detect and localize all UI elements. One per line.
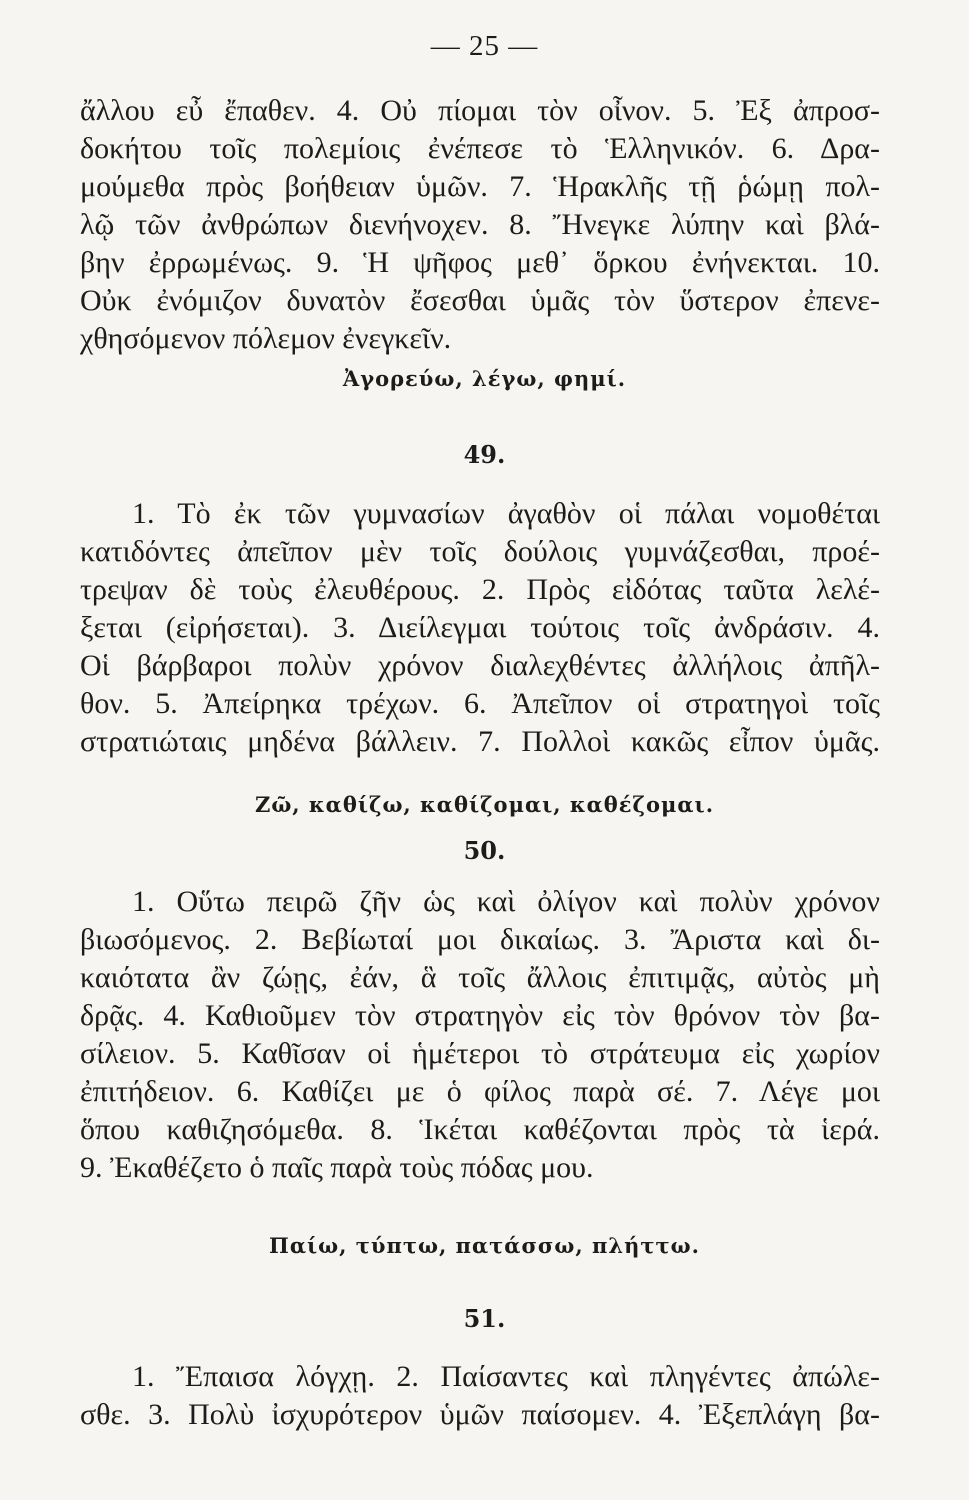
text-line: στρατιώταις μηδένα βάλλειν. 7. Πολλοὶ κακῶς εἶπον ὑμᾶς. [80, 725, 880, 758]
text-line: δοκήτου τοῖς πολεμίοις ἐνέπεσε τὸ Ἑλληνικόν. 6. Δρα- [80, 132, 880, 165]
text-line: 9. Ἐκαθέζετο ὁ παῖς παρὰ τοὺς πόδας μου. [80, 1151, 594, 1184]
text-line: βην ἐρρωμένως. 9. Ἡ ψῆφος μεθ᾽ ὅρκου ἐνήνεκται. 10. [80, 246, 880, 279]
section-heading: Ζῶ, καθίζω, καθίζομαι, καθέζομαι. [254, 792, 715, 817]
text-line: σθε. 3. Πολὺ ἰσχυρότερον ὑμῶν παίσομεν. 4. Ἐξεπλάγη βα- [80, 1398, 880, 1431]
text-line: θον. 5. Ἀπείρηκα τρέχων. 6. Ἀπεῖπον οἱ στρατηγοὶ τοῖς [80, 687, 880, 720]
page-number: — 25 — [430, 30, 539, 62]
text-line: δρᾷς. 4. Καθιοῦμεν τὸν στρατηγὸν εἰς τὸν θρόνον τὸν βα- [80, 999, 880, 1032]
section-heading: Ἀγορεύω, λέγω, φημί. [342, 366, 627, 391]
text-line: 1. Οὕτω πειρῶ ζῆν ὡς καὶ ὀλίγον καὶ πολὺν χρόνον [132, 885, 880, 918]
text-line: κατιδόντες ἀπεῖπον μὲν τοῖς δούλοις γυμνάζεσθαι, προέ- [80, 535, 880, 568]
text-line: τρεψαν δὲ τοὺς ἐλευθέρους. 2. Πρὸς εἰδότας ταῦτα λελέ- [80, 573, 880, 606]
intro-paragraph [80, 92, 880, 358]
section-heading: Παίω, τύπτω, πατάσσω, πλήττω. [269, 1233, 700, 1258]
text-line: 1. Τὸ ἐκ τῶν γυμνασίων ἀγαθὸν οἱ πάλαι νομοθέται [132, 497, 880, 530]
text-line: ἐπιτήδειον. 6. Καθίζει με ὁ φίλος παρὰ σέ. 7. Λέγε μοι [80, 1075, 880, 1108]
text-line: καιότατα ἂν ζώῃς, ἐάν, ἃ τοῖς ἄλλοις ἐπιτιμᾷς, αὐτὸς μὴ [80, 961, 880, 994]
section-paragraph [80, 1358, 880, 1434]
text-line: Οἱ βάρβαροι πολὺν χρόνον διαλεχθέντες ἀλλήλοις ἀπῆλ- [80, 649, 880, 682]
section-number: 50. [463, 836, 506, 865]
section-paragraph [80, 883, 880, 1187]
text-line: ξεται (εἰρήσεται). 3. Διείλεγμαι τούτοις τοῖς ἀνδράσιν. 4. [80, 611, 880, 644]
text-line: 1. Ἔπαισα λόγχῃ. 2. Παίσαντες καὶ πληγέντες ἀπώλε- [132, 1360, 880, 1393]
text-line: βιωσόμενος. 2. Βεβίωταί μοι δικαίως. 3. Ἄριστα καὶ δι- [80, 923, 880, 956]
section-number: 51. [463, 1304, 506, 1333]
text-line: ὅπου καθιζησόμεθα. 8. Ἱκέται καθέζονται πρὸς τὰ ἱερά. [80, 1113, 880, 1146]
text-line: χθησόμενον πόλεμον ἐνεγκεῖν. [80, 322, 452, 355]
section-number: 49. [463, 440, 506, 469]
section-paragraph [80, 495, 880, 761]
text-line: λῷ τῶν ἀνθρώπων διενήνοχεν. 8. Ἤνεγκε λύπην καὶ βλά- [80, 208, 880, 241]
text-line: σίλειον. 5. Καθῖσαν οἱ ἡμέτεροι τὸ στράτευμα εἰς χωρίον [80, 1037, 880, 1070]
text-line: ἄλλου εὖ ἔπαθεν. 4. Οὐ πίομαι τὸν οἶνον. 5. Ἐξ ἀπροσ- [80, 94, 880, 127]
text-line: Οὐκ ἐνόμιζον δυνατὸν ἔσεσθαι ὑμᾶς τὸν ὕστερον ἐπενε- [80, 284, 880, 317]
text-line: μούμεθα πρὸς βοήθειαν ὑμῶν. 7. Ἡρακλῆς τῇ ῥώμῃ πολ- [80, 170, 880, 203]
